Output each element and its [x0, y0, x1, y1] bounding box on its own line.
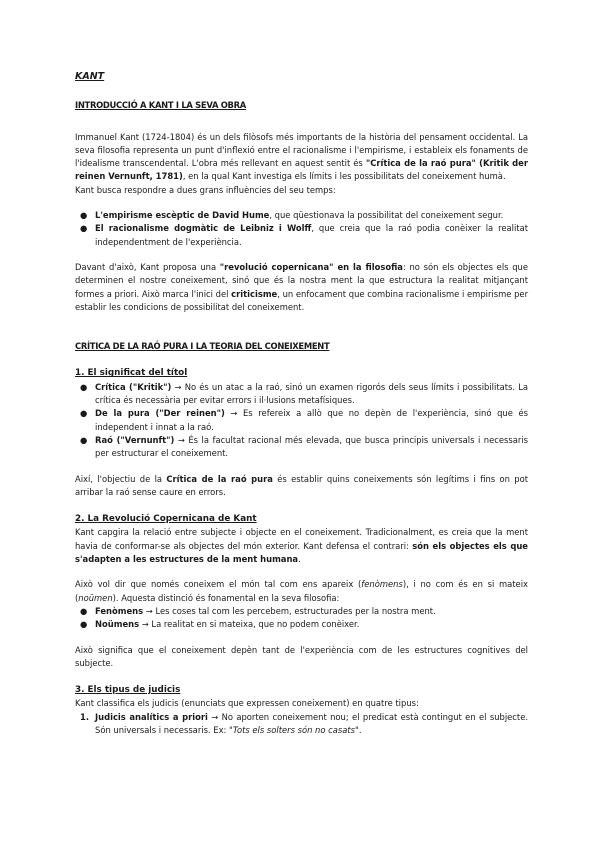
bullet-icon: ● — [80, 619, 88, 630]
list-item: ● Noümens → La realitat en si mateixa, que no podem conèixer. — [75, 618, 528, 631]
list-item: ● Crítica ("Kritik") → No és un atac a la raó, sinó un examen rigorós dels seus límits i possibilitats. La crítica és necessària per evitar errors i il·lusions metafísiques. — [80, 381, 528, 406]
list-item: ● Fenòmens → Les coses tal com les percebem, estructurades per la nostra ment. — [75, 605, 528, 618]
title-meaning-list — [75, 381, 528, 461]
section-3-heading: 3. Els tipus de judicis — [75, 685, 181, 696]
bullet-icon: ● — [80, 210, 88, 221]
section-1-heading: 1. El significat del títol — [75, 368, 188, 379]
section-2-paragraph-3: Això significa que el coneixement depèn tant de l'experiència com de les estructures cognitives del subjecte. — [75, 644, 528, 668]
phenomena-list — [75, 605, 528, 632]
intro-paragraph-3: Davant d'això, Kant proposa una "revolució copernicana" en la filosofia: no són els objectes els que determinen el nostre coneixement, sinó que és la nostra ment la que estructura la realitat mitjançant formes a priori. Això marca l'inici del criticisme, un enfocament que combina racionalisme i empirisme per establir les condicions de possibilitat del coneixement. — [75, 261, 529, 312]
document-title: KANT — [75, 71, 105, 82]
bullet-icon: ● — [80, 605, 88, 616]
list-item: ● Raó ("Vernunft") → És la facultat racional més elevada, que busca principis universals i necessaris per estructurar el coneixement. — [80, 434, 528, 459]
list-item: 1. Judicis analítics a priori → No aporten coneixement nou; el predicat està contingut en el subjecte. Són universals i necessaris. Ex: "Tots els solters són no casats". — [80, 711, 529, 735]
bullet-icon: ● — [80, 408, 88, 419]
section-2-paragraph-2: Això vol dir que només coneixem el món tal com ens apareix (fenòmens), i no com és en si mateix (noümen). Aquesta distinció és fonamental en la seva filosofia: — [75, 579, 528, 603]
list-item: ● De la pura ("Der reinen") → Es refereix a allò que no depèn de l'experiència, sinó que és independent i innat a la raó. — [80, 408, 528, 432]
list-item: ● L'empirisme escèptic de David Hume, que qüestionava la possibilitat del coneixement segur. — [75, 209, 528, 222]
bullet-icon: ● — [80, 434, 88, 445]
influences-list — [75, 209, 528, 249]
bullet-icon: ● — [80, 223, 88, 234]
judgments-list — [75, 711, 528, 738]
section-1-paragraph: Així, l'objectiu de la Crítica de la raó pura és establir quins coneixements són legítims i fins on pot arribar la raó sense caure en errors. — [75, 473, 528, 497]
section-2-paragraph-1: Kant capgira la relació entre subjecte i objecte en el coneixement. Tradicionalment, es creia que la ment havia de conformar-se als objectes del món exterior. Kant defensa el contrari: són els objectes els que s'adapten a les estructures de la ment humana. — [75, 527, 528, 565]
item-number: 1. — [80, 711, 90, 722]
section-2-heading: 2. La Revolució Copernicana de Kant — [75, 514, 257, 525]
bullet-icon: ● — [80, 381, 88, 392]
document-page — [75, 70, 528, 737]
intro-paragraph-2: Kant busca respondre a dues grans influències del seu temps: — [75, 184, 336, 195]
critica-heading: CRÍTICA DE LA RAÓ PURA I LA TEORIA DEL CONEIXEMENT — [75, 341, 330, 352]
intro-heading: INTRODUCCIÓ A KANT I LA SEVA OBRA — [75, 100, 246, 111]
section-3-paragraph: Kant classifica els judicis (enunciats que expressen coneixement) en quatre tipus: — [75, 698, 419, 709]
intro-paragraph-1: Immanuel Kant (1724-1804) és un dels filòsofs més importants de la història del pensament occidental. La seva filosofia representa un punt d'inflexió entre el racionalisme i l'empirisme, i estableix els fonaments de l'idealisme transcendental. L'obra més rellevant en aquest sentit és "Crítica de la raó pura" (Kritik der reinen Vernunft, 1781), en la qual Kant investiga els límits i les possibilitats del coneixement humà. — [75, 131, 528, 182]
list-item: ● El racionalisme dogmàtic de Leibniz i Wolff, que creia que la raó podia conèixer la realitat independentment de l'experiència. — [80, 223, 528, 247]
